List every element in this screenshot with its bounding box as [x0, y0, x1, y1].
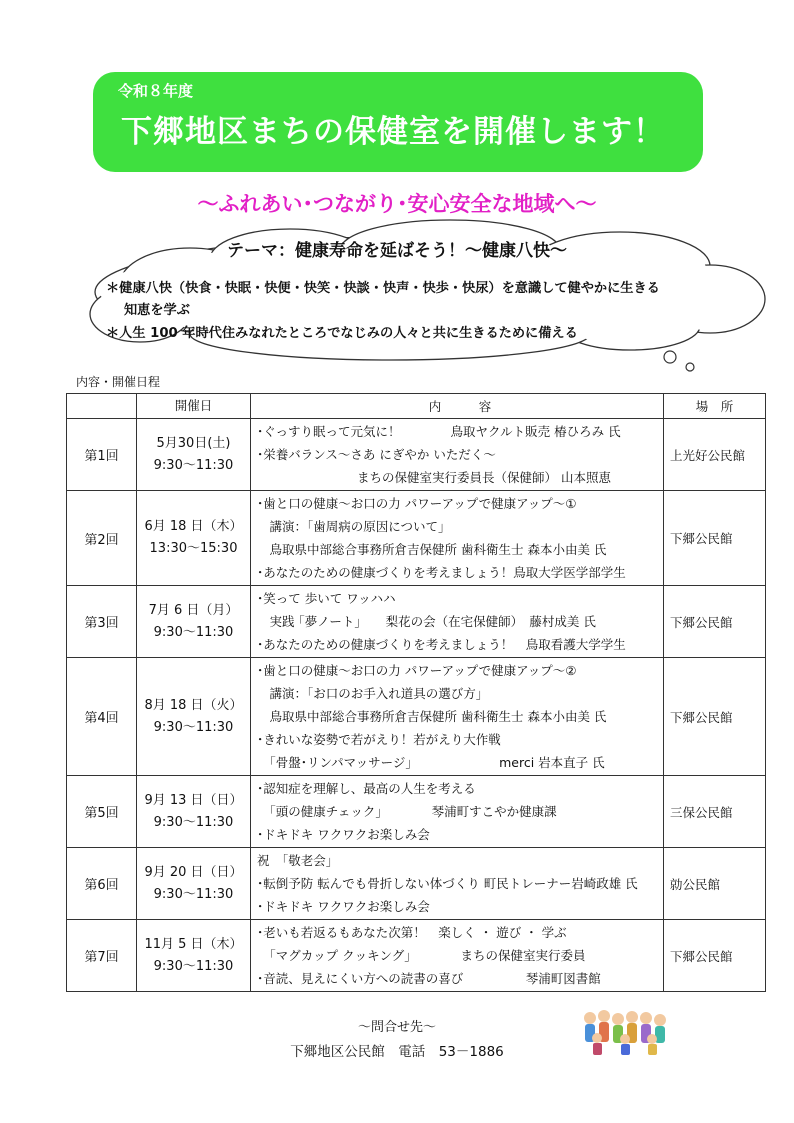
- session-number: 第1回: [67, 419, 137, 491]
- table-row: [67, 419, 766, 491]
- session-place: 下郷公民館: [664, 658, 766, 776]
- content-line: ･音読、見えにくい方への読書の喜び 琴浦町図書館: [257, 971, 601, 986]
- session-date: 9月 13 日（日）: [144, 792, 243, 808]
- session-date-cell: [137, 776, 251, 848]
- content-line: ｢骨盤･リンパマッサージ｣ merci 岩本直子 氏: [257, 755, 605, 770]
- content-line: ･ドキドキ ワクワクお楽しみ会: [257, 827, 430, 842]
- content-line: ･笑って 歩いて ワッハハ: [257, 591, 396, 606]
- session-date-cell: [137, 491, 251, 586]
- content-line: 実践 ｢夢ノート｣ 梨花の会（在宅保健師） 藤村成美 氏: [257, 614, 596, 629]
- content-line: ･ぐっすり眠って元気に！ 鳥取ヤクルト販売 椿ひろみ 氏: [257, 424, 621, 439]
- content-line: ･認知症を理解し、最高の人生を考える: [257, 781, 476, 796]
- content-line: 講演：｢歯周病の原因について｣: [257, 519, 445, 534]
- table-header-row: [67, 394, 766, 419]
- session-time: 9:30～11:30: [153, 624, 234, 640]
- session-date: 6月 18 日（木）: [144, 519, 243, 534]
- schedule-table: [66, 393, 766, 992]
- session-time: 9:30～11:30: [153, 457, 234, 473]
- content-line: ･栄養バランス～さあ にぎやか いただく～: [257, 447, 496, 462]
- session-content: [251, 920, 664, 992]
- header-date: 開催日: [137, 394, 251, 419]
- people-illustration: [580, 1008, 676, 1056]
- content-line: ｢頭の健康チェック｣ 琴浦町すこやか健康課: [257, 804, 557, 819]
- content-line: ｢マグカップ クッキング｣ まちの保健室実行委員: [257, 948, 586, 963]
- table-row: [67, 586, 766, 658]
- content-line: まちの保健室実行委員長（保健師） 山本照恵: [257, 470, 611, 485]
- session-time: 9:30～11:30: [153, 958, 234, 974]
- session-place: 上光好公民館: [664, 419, 766, 491]
- session-time: 9:30～11:30: [153, 719, 234, 735]
- session-number: 第6回: [67, 848, 137, 920]
- session-date-cell: [137, 920, 251, 992]
- theme-heading: テーマ：健康寿命を延ばそう！～健康八快～: [227, 241, 567, 261]
- page-title: 下郷地区まちの保健室を開催します！: [121, 114, 665, 150]
- session-time: 9:30～11:30: [153, 886, 234, 902]
- session-place: 勍公民館: [664, 848, 766, 920]
- content-line: 講演：｢お口のお手入れ道具の選び方｣: [257, 686, 483, 701]
- session-date-cell: [137, 848, 251, 920]
- header-content: 内 容: [251, 394, 664, 419]
- content-line: 祝 ｢敬老会｣: [257, 853, 333, 868]
- inquiry-contact: 下郷地区公民館 電話 53－1886: [290, 1044, 504, 1060]
- session-place: 下郷公民館: [664, 920, 766, 992]
- session-number: 第5回: [67, 776, 137, 848]
- table-row: [67, 920, 766, 992]
- content-line: ･歯と口の健康～お口の力 パワーアップで健康アップ～②: [257, 663, 577, 678]
- table-row: [67, 658, 766, 776]
- session-place: 下郷公民館: [664, 491, 766, 586]
- session-date-cell: [137, 658, 251, 776]
- content-line: ･転倒予防 転んでも骨折しない体づくり 町民トレーナー岩崎政雄 氏: [257, 876, 638, 891]
- content-line: ･あなたのための健康づくりを考えましょう！鳥取大学医学部学生: [257, 565, 626, 580]
- session-content: [251, 419, 664, 491]
- header-number: [67, 394, 137, 419]
- title-banner: [93, 72, 703, 172]
- session-content: [251, 491, 664, 586]
- session-number: 第3回: [67, 586, 137, 658]
- bullet-1-line-2: 知恵を学ぶ: [124, 303, 190, 318]
- table-row: [67, 491, 766, 586]
- session-place: 三保公民館: [664, 776, 766, 848]
- session-date: 9月 20 日（日）: [144, 864, 243, 880]
- content-line: ･ドキドキ ワクワクお楽しみ会: [257, 899, 430, 914]
- content-line: 鳥取県中部総合事務所倉吉保健所 歯科衛生士 森本小由美 氏: [257, 709, 607, 724]
- fiscal-year: 令和８年度: [118, 82, 194, 100]
- session-number: 第4回: [67, 658, 137, 776]
- session-time: 9:30～11:30: [153, 814, 234, 830]
- content-line: ･老いも若返るもあなた次第！ 楽しく ・ 遊び ・ 学ぶ: [257, 925, 567, 940]
- session-number: 第2回: [67, 491, 137, 586]
- session-date-cell: [137, 419, 251, 491]
- inquiry-label: ～問合せ先～: [357, 1020, 436, 1035]
- session-date: 7月 6 日（月）: [148, 602, 239, 618]
- session-date-cell: [137, 586, 251, 658]
- session-content: [251, 776, 664, 848]
- bullet-1-line-1: ＊健康八快（快食・快眠・快便・快笑・快談・快声・快歩・快尿）を意識して健やかに生きる: [106, 281, 660, 296]
- session-number: 第7回: [67, 920, 137, 992]
- session-content: [251, 658, 664, 776]
- content-line: ･あなたのための健康づくりを考えましょう！ 鳥取看護大学学生: [257, 637, 626, 652]
- table-row: [67, 848, 766, 920]
- session-place: 下郷公民館: [664, 586, 766, 658]
- bullet-2: ＊人生 100 年時代住みなれたところでなじみの人々と共に生きるために備える: [106, 326, 578, 341]
- session-date: 5月30日(土): [156, 435, 231, 451]
- header-place: 場 所: [664, 394, 766, 419]
- table-row: [67, 776, 766, 848]
- session-content: [251, 586, 664, 658]
- session-content: [251, 848, 664, 920]
- content-line: ･きれいな姿勢で若がえり！若がえり大作戦: [257, 732, 501, 747]
- session-date: 11月 5 日（木）: [144, 936, 243, 952]
- slogan: ～ふれあい･つながり･安心安全な地域へ～: [197, 192, 597, 216]
- schedule-label: 内容・開催日程: [76, 375, 161, 389]
- content-line: ･歯と口の健康～お口の力 パワーアップで健康アップ～①: [257, 496, 577, 511]
- session-date: 8月 18 日（火）: [144, 697, 243, 713]
- content-line: 鳥取県中部総合事務所倉吉保健所 歯科衛生士 森本小由美 氏: [257, 542, 607, 557]
- session-time: 13:30～15:30: [149, 541, 238, 556]
